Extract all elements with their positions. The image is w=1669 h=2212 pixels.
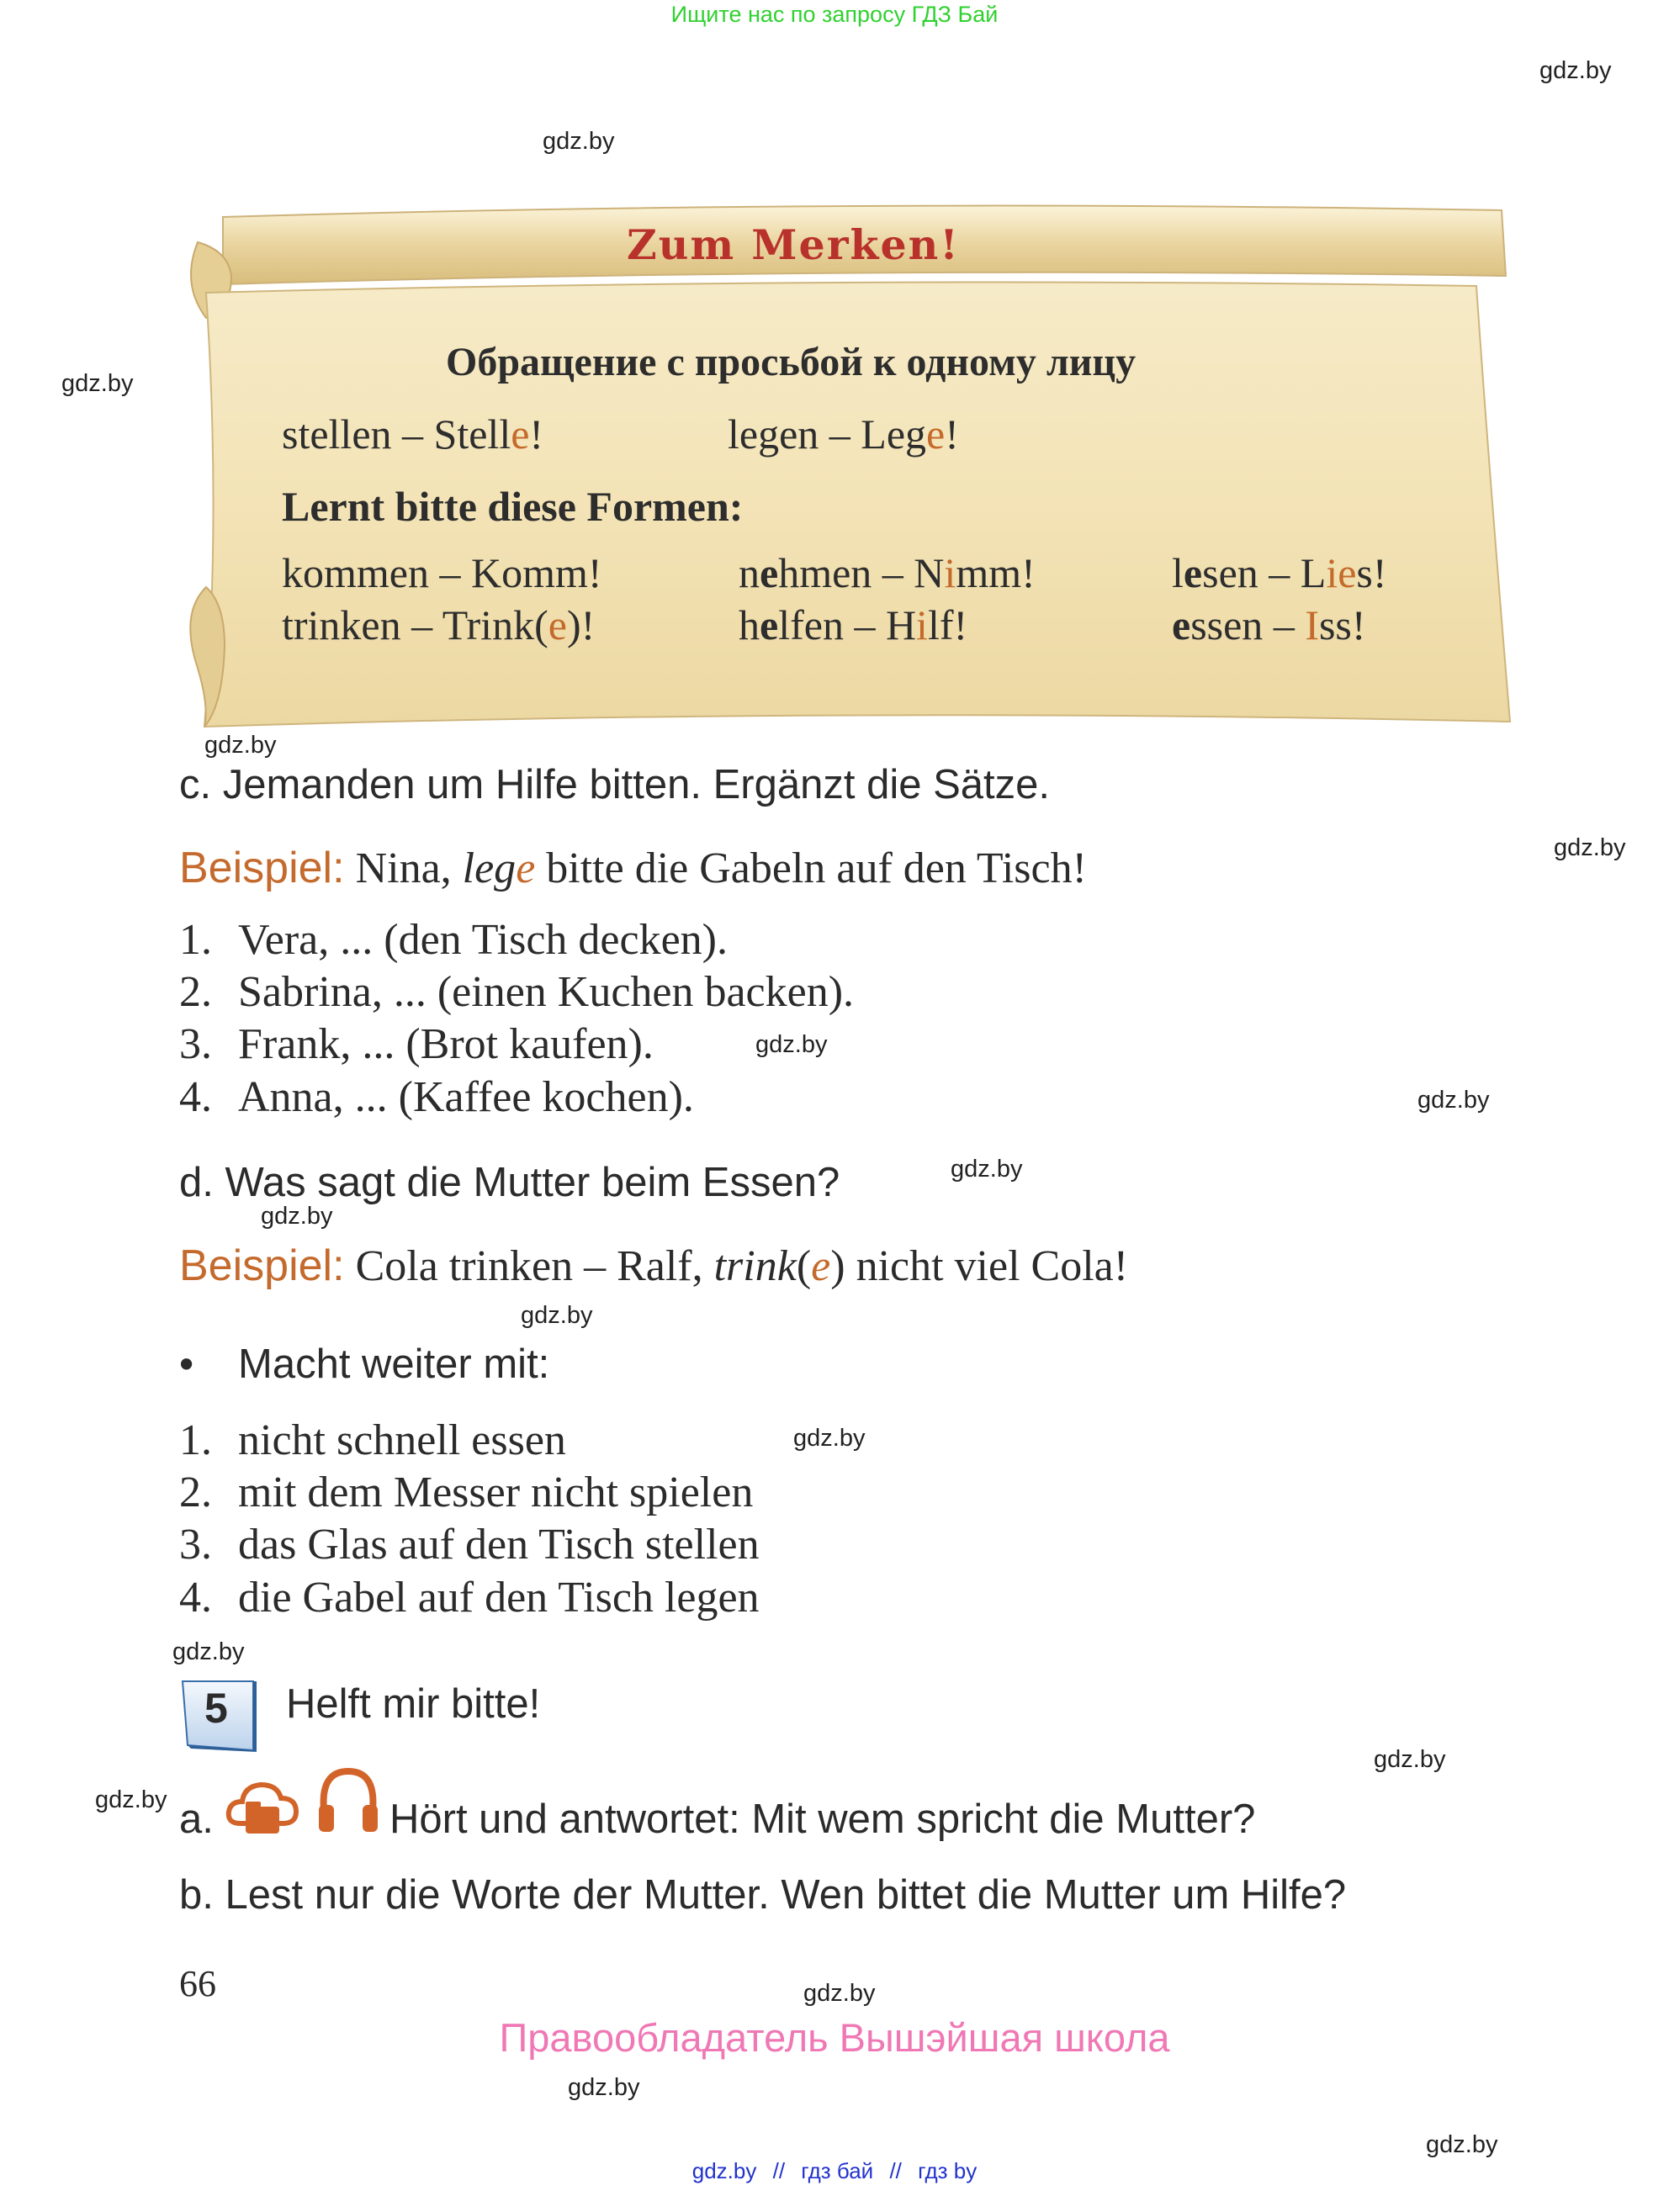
form-nehmen: nehmen – Nimm! [739, 549, 1036, 596]
merk-subtitle: Обращение с просьбой к одному лицу [446, 340, 1137, 384]
watermark: gdz.by [61, 370, 134, 397]
watermark: gdz.by [1539, 57, 1612, 84]
exercise-title: Helft mir bitte! [286, 1681, 541, 1727]
bullet: • [179, 1341, 194, 1387]
watermark: gdz.by [204, 732, 277, 759]
task-a-text: Hört und antwortet: Mit wem spricht die Mutter? [389, 1797, 1256, 1842]
zum-merken-title: Zum Merken! [627, 220, 960, 269]
watermark: gdz.by [261, 1203, 333, 1230]
task-d-item: 2. mit dem Messer nicht spielen [179, 1468, 754, 1516]
link-separator: // [889, 2158, 902, 2183]
lernt-heading: Lernt bitte diese Formen: [282, 483, 744, 530]
task-c-heading: c. Jemanden um Hilfe bitten. Ergänzt die Sätze. [179, 762, 1050, 807]
link-gdz-bai[interactable]: гдз бай [801, 2158, 874, 2183]
task-a-label: a. [179, 1797, 214, 1842]
page-number: 66 [179, 1963, 216, 2004]
task-d-item: 4. die Gabel auf den Tisch legen [179, 1574, 760, 1622]
watermark: gdz.by [543, 128, 615, 155]
form-kommen: kommen – Komm! [282, 549, 602, 596]
link-separator: // [772, 2158, 786, 2183]
task-c-item: 4. Anna, ... (Kaffee kochen). [179, 1073, 694, 1121]
form-lesen: lesen – Lies! [1172, 549, 1387, 596]
link-gdz-by[interactable]: gdz.by [691, 2158, 757, 2183]
task-d-heading: d. Was sagt die Mutter beim Essen? [179, 1160, 840, 1205]
form-trinken: trinken – Trink(e)! [282, 601, 596, 648]
task-b-text: b. Lest nur die Worte der Mutter. Wen bittet die Mutter um Hilfe? [179, 1872, 1347, 1918]
task-c-item: 1. Vera, ... (den Tisch decken). [179, 916, 728, 964]
watermark: gdz.by [1426, 2131, 1498, 2158]
watermark: gdz.by [95, 1786, 167, 1813]
weiter-bullet-line: • Macht weiter mit: [179, 1341, 550, 1387]
task-d-item: 1. nicht schnell essen [179, 1416, 566, 1464]
watermark: gdz.by [1417, 1087, 1490, 1114]
watermark: gdz.by [803, 1980, 876, 2007]
top-banner[interactable]: Ищите нас по запросу ГДЗ Бай [670, 2, 999, 27]
watermark: gdz.by [793, 1425, 866, 1452]
task-c-item: 2. Sabrina, ... (einen Kuchen backen). [179, 968, 855, 1016]
watermark: gdz.by [1374, 1746, 1446, 1773]
exercise-number: 5 [204, 1685, 228, 1732]
bottom-links[interactable] [0, 2158, 1669, 2184]
watermark: gdz.by [568, 2074, 640, 2101]
task-d-beispiel: Beispiel: Cola trinken – Ralf, trink(e) nicht viel Cola! [179, 1241, 1129, 1290]
merk-example-stellen: stellen – Stelle! [282, 410, 544, 458]
watermark: gdz.by [755, 1031, 828, 1058]
headphones-icon[interactable] [315, 1765, 381, 1837]
form-essen: essen – Iss! [1172, 601, 1366, 648]
cloud-folder-icon[interactable] [225, 1773, 299, 1839]
watermark: gdz.by [521, 1302, 593, 1329]
watermark: gdz.by [172, 1638, 245, 1665]
watermark: gdz.by [951, 1156, 1023, 1183]
rights-holder: Правообладатель Вышэйшая школа [499, 2015, 1170, 2060]
task-d-item: 3. das Glas auf den Tisch stellen [179, 1521, 760, 1569]
link-gdz-by-ru[interactable]: гдз by [918, 2158, 978, 2183]
merk-example-legen: legen – Lege! [728, 410, 959, 458]
task-c-item: 3. Frank, ... (Brot kaufen). [179, 1020, 654, 1068]
form-helfen: helfen – Hilf! [739, 601, 968, 648]
task-c-beispiel: Beispiel: Nina, lege bitte die Gabeln auf den Tisch! [179, 844, 1087, 892]
parchment-scroll [172, 192, 1518, 738]
watermark: gdz.by [1554, 834, 1626, 861]
